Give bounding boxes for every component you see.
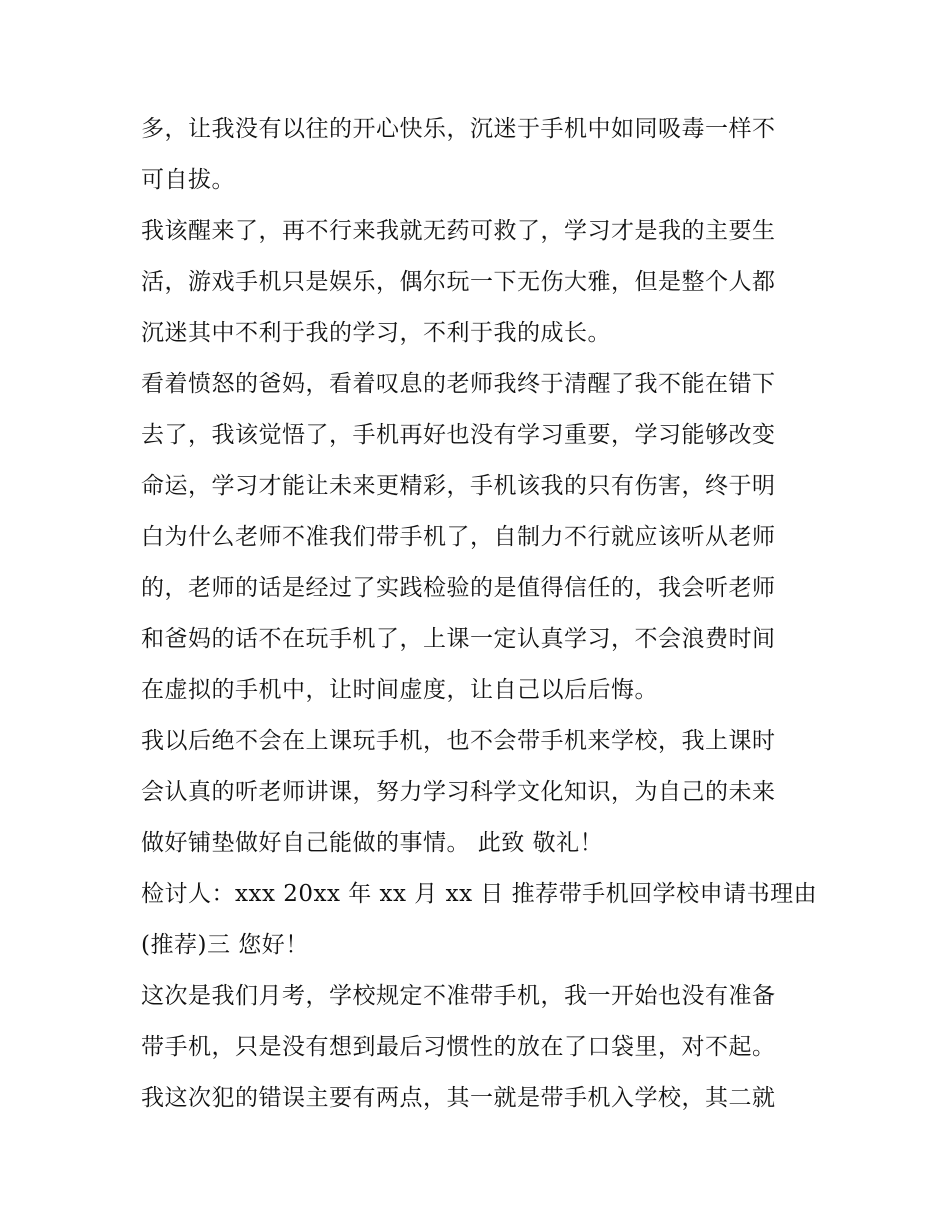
- text-line: 会认真的听老师讲课，努力学习科学文化知识，为自己的未来: [141, 779, 776, 805]
- text-line: 的，老师的话是经过了实践检验的是值得信任的，我会听老师: [141, 575, 776, 601]
- text-line: 我以后绝不会在上课玩手机，也不会带手机来学校，我上课时: [141, 728, 776, 754]
- text-line: 去了，我该觉悟了，手机再好也没有学习重要，学习能够改变: [141, 422, 776, 448]
- text-line: 和爸妈的话不在玩手机了，上课一定认真学习，不会浪费时间: [141, 626, 776, 652]
- text-line: 命运，学习才能让未来更精彩，手机该我的只有伤害，终于明: [141, 473, 776, 499]
- text-line: 在虚拟的手机中，让时间虚度，让自己以后后悔。: [141, 677, 658, 703]
- text-line: 带手机，只是没有想到最后习惯性的放在了口袋里，对不起。: [141, 1034, 776, 1060]
- text-line: 做好铺垫做好自己能做的事情。 此致 敬礼！: [141, 830, 604, 856]
- text-line: 沉迷其中不利于我的学习，不利于我的成长。: [141, 320, 611, 346]
- text-line: 检讨人：xxx 20xx 年 xx 月 xx 日 推荐带手机回学校申请书理由: [141, 881, 818, 907]
- text-line: 白为什么老师不准我们带手机了，自制力不行就应该听从老师: [141, 524, 776, 550]
- text-line: 看着愤怒的爸妈，看着叹息的老师我终于清醒了我不能在错下: [141, 371, 776, 397]
- text-line: 我这次犯的错误主要有两点，其一就是带手机入学校，其二就: [141, 1085, 776, 1111]
- text-line: 可自拔。: [141, 167, 235, 193]
- text-line: 多，让我没有以往的开心快乐，沉迷于手机中如同吸毒一样不: [141, 116, 776, 142]
- text-line: 这次是我们月考，学校规定不准带手机，我一开始也没有准备: [141, 983, 776, 1009]
- document-body: [141, 104, 821, 1124]
- text-line: 活，游戏手机只是娱乐，偶尔玩一下无伤大雅，但是整个人都: [141, 269, 776, 295]
- text-line: (推荐)三 您好！: [141, 932, 309, 958]
- text-line: 我该醒来了，再不行来我就无药可救了，学习才是我的主要生: [141, 218, 776, 244]
